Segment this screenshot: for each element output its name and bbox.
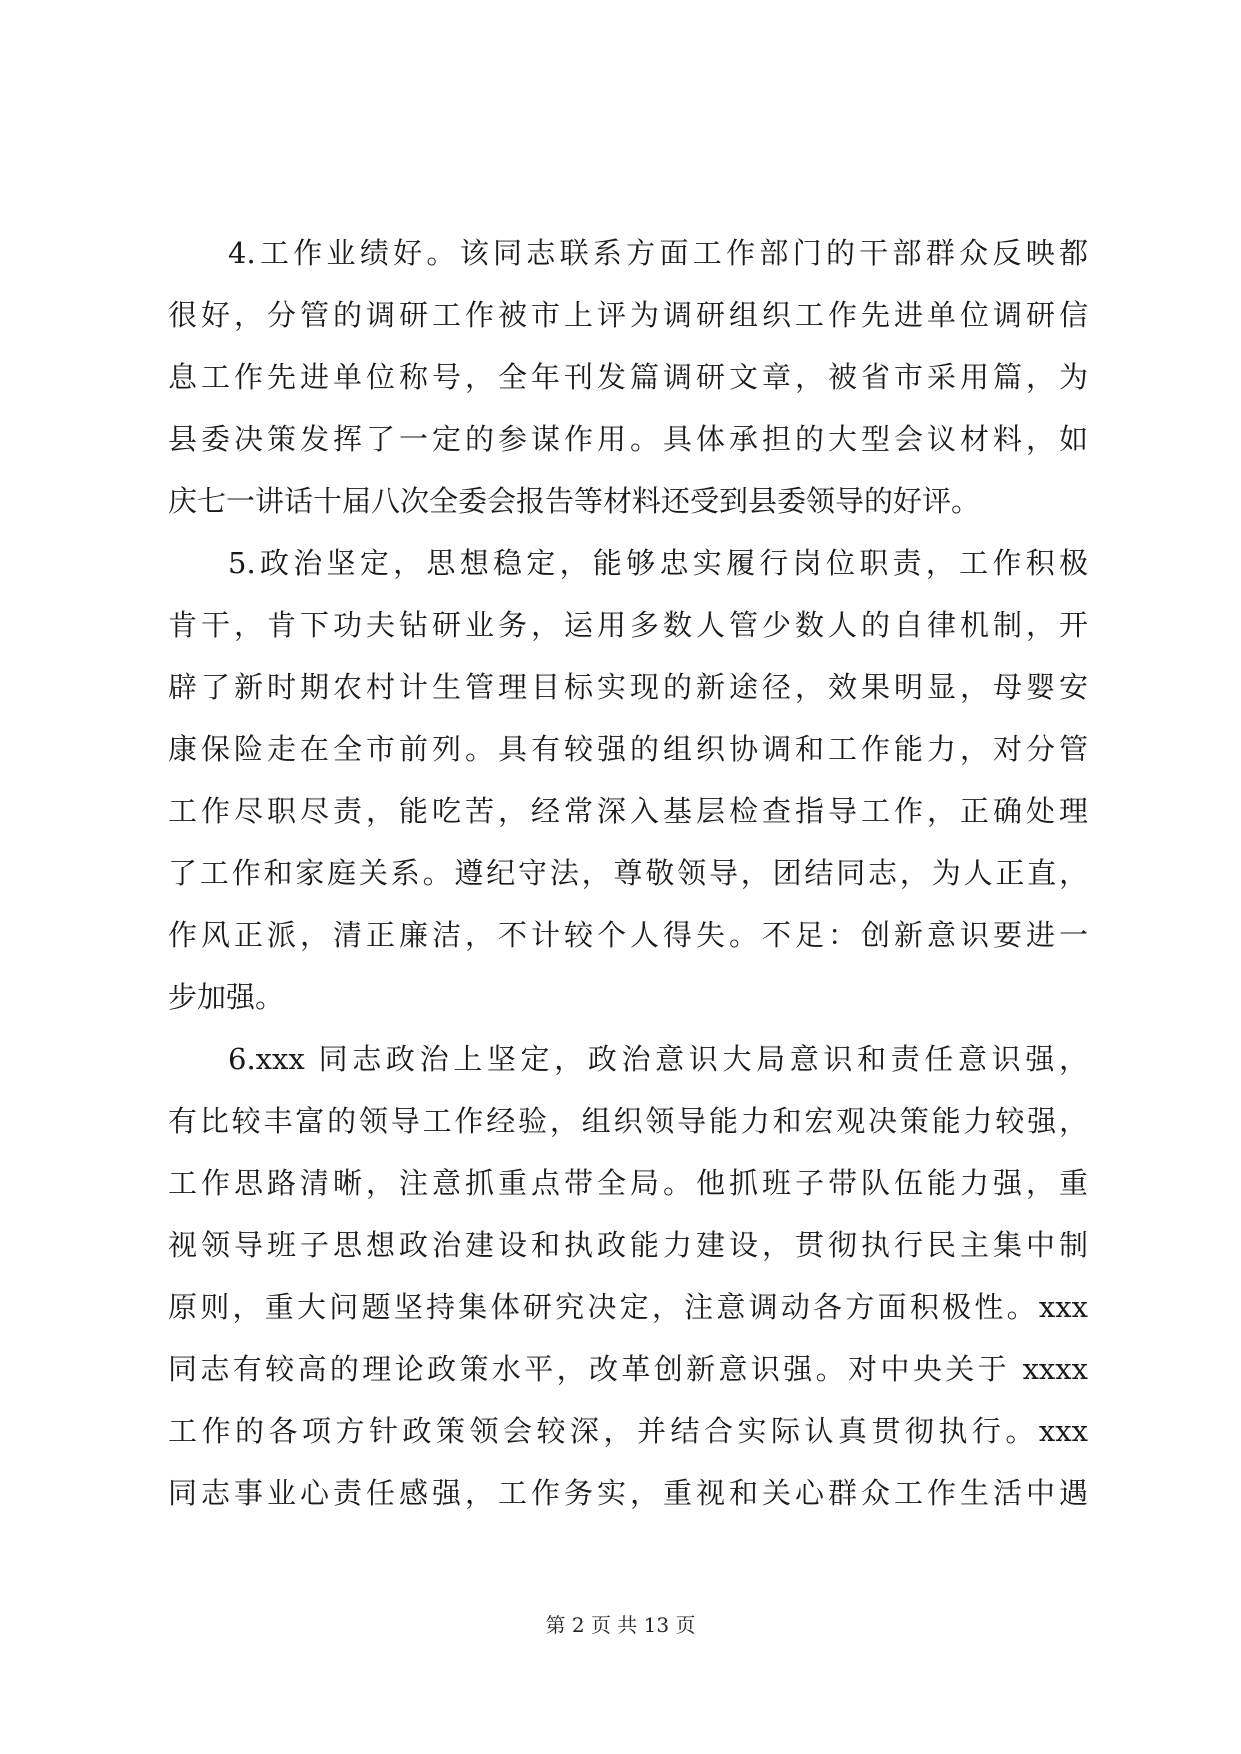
paragraph-4-line-1: 4.工作业绩好。该同志联系方面工作部门的干部群众反映都: [228, 236, 1088, 270]
paragraph-5-line-3: 辟了新时期农村计生管理目标实现的新途径，效果明显，母婴安: [168, 670, 1088, 704]
paragraph-5-line-7: 作风正派，清正廉洁，不计较个人得失。不足：创新意识要进一: [168, 918, 1088, 952]
document-body: [168, 222, 1088, 1524]
paragraph-6-line-8: 同志事业心责任感强，工作务实，重视和关心群众工作生活中遇: [168, 1476, 1088, 1510]
paragraph-6-line-4: 视领导班子思想政治建设和执政能力建设，贯彻执行民主集中制: [168, 1228, 1088, 1262]
paragraph-6-line-7: 工作的各项方针政策领会较深，并结合实际认真贯彻执行。xxx: [168, 1414, 1088, 1448]
paragraph-4-line-3: 息工作先进单位称号，全年刊发篇调研文章，被省市采用篇，为: [168, 360, 1088, 394]
paragraph-5-line-8: 步加强。: [168, 980, 285, 1014]
paragraph-6-line-5: 原则，重大问题坚持集体研究决定，注意调动各方面积极性。xxx: [168, 1290, 1088, 1324]
paragraph-4-line-5: 庆七一讲话十届八次全委会报告等材料还受到县委领导的好评。: [168, 484, 981, 518]
paragraph-5-line-1: 5.政治坚定，思想稳定，能够忠实履行岗位职责，工作积极: [228, 546, 1088, 580]
paragraph-6-line-3: 工作思路清晰，注意抓重点带全局。他抓班子带队伍能力强，重: [168, 1166, 1088, 1200]
paragraph-4-line-2: 很好，分管的调研工作被市上评为调研组织工作先进单位调研信: [168, 298, 1088, 332]
page-number-footer: 第 2 页 共 13 页: [545, 1613, 696, 1637]
paragraph-6-line-1: 6.xxx 同志政治上坚定，政治意识大局意识和责任意识强，: [228, 1042, 1088, 1076]
paragraph-5-line-5: 工作尽职尽责，能吃苦，经常深入基层检查指导工作，正确处理: [168, 794, 1088, 828]
paragraph-6-line-2: 有比较丰富的领导工作经验，组织领导能力和宏观决策能力较强，: [168, 1104, 1088, 1138]
paragraph-5-line-4: 康保险走在全市前列。具有较强的组织协调和工作能力，对分管: [168, 732, 1088, 766]
paragraph-5-line-6: 了工作和家庭关系。遵纪守法，尊敬领导，团结同志，为人正直，: [168, 856, 1088, 890]
paragraph-4-line-4: 县委决策发挥了一定的参谋作用。具体承担的大型会议材料，如: [168, 422, 1088, 456]
paragraph-6-line-6: 同志有较高的理论政策水平，改革创新意识强。对中央关于 xxxx: [168, 1352, 1088, 1386]
paragraph-5-line-2: 肯干，肯下功夫钻研业务，运用多数人管少数人的自律机制，开: [168, 608, 1088, 642]
